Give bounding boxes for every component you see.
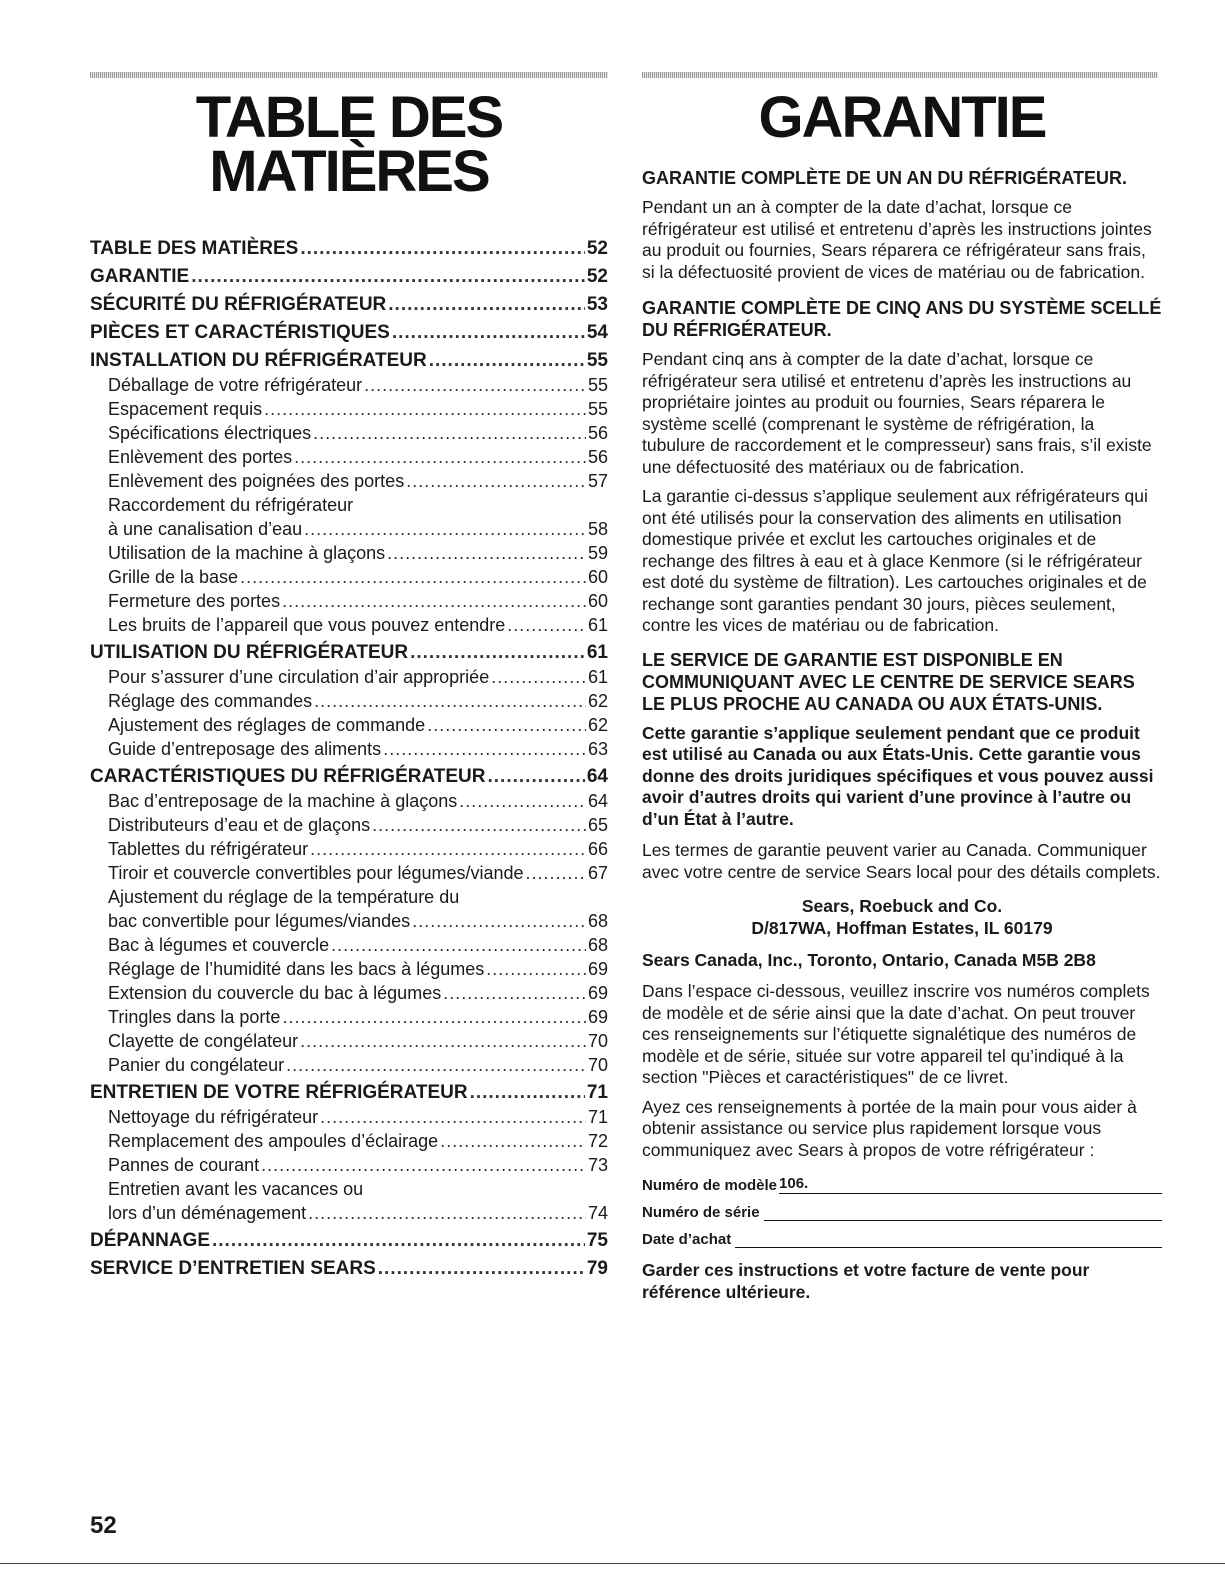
toc-entry-label: Fermeture des portes [108, 591, 281, 611]
toc-leader-dots [320, 1105, 586, 1129]
toc-leader-dots [427, 713, 586, 737]
toc-section-entry[interactable] [90, 265, 608, 289]
toc-entry-label: Nettoyage du réfrigérateur [108, 1107, 319, 1127]
toc-subsection-entry[interactable] [90, 469, 608, 493]
toc-leader-dots [300, 237, 585, 261]
toc-leader-dots [507, 613, 586, 637]
toc-subsection-entry[interactable] [90, 397, 608, 421]
toc-leader-dots [261, 1153, 586, 1177]
toc-subsection-entry[interactable] [90, 541, 608, 565]
toc-entry-label: Grille de la base [108, 567, 239, 587]
toc-section-entry[interactable] [90, 641, 608, 665]
toc-leader-dots [240, 565, 586, 589]
toc-entry-label: Réglage des commandes [108, 691, 313, 711]
toc-subsection-entry[interactable] [90, 957, 608, 981]
model-number-input[interactable]: 106. [779, 1175, 1162, 1194]
toc-entry-page: 73 [587, 1155, 608, 1175]
toc-entry-page: 69 [587, 959, 608, 979]
toc-subsection-entry[interactable] [90, 665, 608, 689]
table-of-contents-column [90, 75, 608, 1281]
warranty-heading-five-year: GARANTIE COMPLÈTE DE CINQ ANS DU SYSTÈME SCELLÉ DU RÉFRIGÉRATEUR. [642, 298, 1162, 340]
toc-leader-dots [300, 1029, 586, 1053]
toc-subsection-entry[interactable] [90, 565, 608, 589]
toc-entry-label: bac convertible pour légumes/viandes [108, 911, 411, 931]
address-line-2: D/817WA, Hoffman Estates, IL 60179 [751, 918, 1053, 938]
toc-leader-dots [372, 813, 586, 837]
toc-section-entry[interactable] [90, 293, 608, 317]
toc-subsection-entry[interactable] [90, 1129, 608, 1153]
toc-subsection-entry[interactable] [90, 813, 608, 837]
toc-subsection-entry[interactable] [90, 789, 608, 813]
toc-entry-label: Bac d’entreposage de la machine à glaçons [108, 791, 458, 811]
toc-entry-page: 52 [586, 238, 608, 259]
toc-leader-dots [282, 1005, 586, 1029]
purchase-date-field [642, 1229, 1162, 1248]
warranty-column [642, 75, 1162, 1313]
toc-subsection-entry[interactable] [90, 589, 608, 613]
toc-entry-page: 62 [587, 715, 608, 735]
toc-section-entry[interactable] [90, 1081, 608, 1105]
toc-entry-label: Tablettes du réfrigérateur [108, 839, 309, 859]
canada-address: Sears Canada, Inc., Toronto, Ontario, Canada M5B 2B8 [642, 950, 1096, 970]
toc-entry-page: 60 [587, 591, 608, 611]
toc-entry-page: 55 [587, 399, 608, 419]
toc-entry-page: 74 [587, 1203, 608, 1223]
toc-subsection-entry[interactable] [90, 421, 608, 445]
warranty-para-one-year: Pendant un an à compter de la date d’achat, lorsque ce réfrigérateur est utilisé et entretenu d’après les instructions jointes au produit ou fournies, Sears réparera ce réfrigérateur sans frais, si la défectuosité provient de vices de matériau ou de fabrication. [642, 197, 1152, 282]
serial-number-label: Numéro de série [642, 1204, 760, 1221]
toc-entry-label: Déballage de votre réfrigérateur [108, 375, 363, 395]
toc-entry-label: INSTALLATION DU RÉFRIGÉRATEUR [90, 350, 427, 371]
toc-entry-page: 52 [586, 266, 608, 287]
warranty-para-five-year: Pendant cinq ans à compter de la date d’achat, lorsque ce réfrigérateur sera utilisé et entretenu d’après les instructions au propriétaire jointes au produit ou fournies, Sears réparera le système scellé (comprenant le système de réfrigération, la tubulure de raccordement et le compresseur) sans frais, s’il existe une défectuosité des matériaux ou de fabrication. [642, 349, 1152, 477]
toc-entry-page: 75 [586, 1230, 608, 1251]
toc-leader-dots [387, 541, 586, 565]
toc-leader-dots [191, 265, 585, 289]
toc-entry-label: UTILISATION DU RÉFRIGÉRATEUR [90, 642, 409, 663]
warranty-para-exclusions: La garantie ci-dessus s’applique seulement aux réfrigérateurs qui ont été utilisés pour la conservation des aliments en utilisation domestique privée et exclut les cartouches originales et de rechange des filtres à eau et à glace Kenmore (si le réfrigérateur est doté du système de filtration). Les cartouches originales et de rechange sont garanties pendant 30 jours, pièces seulement, contre les vices de matériau ou de fabrication. [642, 486, 1148, 635]
model-number-label: Numéro de modèle [642, 1177, 778, 1194]
toc-entry-label: Ajustement des réglages de commande [108, 715, 426, 735]
address-line-1: Sears, Roebuck and Co. [801, 896, 1003, 916]
warranty-heading-one-year: GARANTIE COMPLÈTE DE UN AN DU RÉFRIGÉRATEUR. [642, 168, 1128, 188]
toc-subsection-entry[interactable] [90, 933, 608, 957]
toc-entry-page: 70 [587, 1031, 608, 1051]
toc-entry-page: 67 [587, 863, 608, 883]
toc-leader-dots [378, 1257, 585, 1281]
toc-leader-dots [331, 933, 586, 957]
toc-entry-label: Enlèvement des portes [108, 447, 293, 467]
toc-entry-page: 53 [586, 294, 608, 315]
toc-leader-dots [392, 321, 585, 345]
purchase-date-input[interactable] [735, 1229, 1162, 1248]
toc-entry-page: 69 [587, 1007, 608, 1027]
toc-entry-page: 58 [587, 519, 608, 539]
warranty-rights-paragraph: Cette garantie s’applique seulement pendant que ce produit est utilisé au Canada ou aux États-Unis. Cette garantie vous donne des droits juridiques spécifiques et vous pouvez aussi avoir d’autres droits qui varient d’une province à l’autre ou d’un État à l’autre. [642, 722, 1154, 829]
toc-subsection-entry[interactable] [90, 1153, 608, 1177]
closing-instruction: Garder ces instructions et votre facture de vente pour référence ultérieure. [642, 1260, 1090, 1302]
toc-entry-page: 68 [587, 935, 608, 955]
toc-leader-dots [313, 421, 586, 445]
toc-title-line2: MATIÈRES [209, 139, 489, 204]
toc-entry-page: 68 [587, 911, 608, 931]
toc-entry-label: à une canalisation d’eau [108, 519, 303, 539]
toc-subsection-entry[interactable] [90, 861, 608, 885]
toc-entry-page: 79 [586, 1258, 608, 1279]
toc-subsection-entry[interactable] [90, 517, 608, 541]
toc-entry-page: 62 [587, 691, 608, 711]
toc-entry-continued: Entretien avant les vacances ou [108, 1179, 364, 1199]
toc-entry-label: TABLE DES MATIÈRES [90, 238, 299, 259]
toc-leader-dots [383, 737, 586, 761]
toc-entry-label: Clayette de congélateur [108, 1031, 299, 1051]
toc-subsection-entry[interactable] [90, 445, 608, 469]
toc-section-entry[interactable] [90, 321, 608, 345]
serial-number-input[interactable] [764, 1202, 1162, 1221]
toc-leader-dots [282, 589, 586, 613]
toc-entry-label: Tiroir et couvercle convertibles pour légumes/viande [108, 863, 524, 883]
toc-entry-label: SÉCURITÉ DU RÉFRIGÉRATEUR [90, 294, 387, 315]
warranty-title: GARANTIE [758, 85, 1046, 150]
toc-subsection-entry[interactable] [90, 837, 608, 861]
toc-entry-label: Guide d’entreposage des aliments [108, 739, 382, 759]
toc-subsection-entry[interactable] [90, 1053, 608, 1077]
serial-number-field [642, 1202, 1162, 1221]
toc-subsection-entry[interactable] [90, 909, 608, 933]
toc-entry-label: Spécifications électriques [108, 423, 312, 443]
toc-entry-label: Bac à légumes et couvercle [108, 935, 330, 955]
toc-entry-page: 60 [587, 567, 608, 587]
toc-section-entry[interactable] [90, 1257, 608, 1281]
toc-leader-dots [406, 469, 586, 493]
toc-leader-dots [429, 349, 585, 373]
toc-leader-dots [314, 689, 586, 713]
toc-title-line1: TABLE DES [195, 85, 503, 150]
toc-entry-continued: Raccordement du réfrigérateur [108, 495, 354, 515]
toc-entry-label: Pour s’assurer d’une circulation d’air appropriée [108, 667, 490, 687]
toc-leader-dots [304, 517, 586, 541]
toc-leader-dots [459, 789, 586, 813]
toc-leader-dots [486, 957, 586, 981]
toc-subsection-entry[interactable] [90, 1005, 608, 1029]
toc-entry-page: 54 [586, 322, 608, 343]
toc-entry-label: Panier du congélateur [108, 1055, 285, 1075]
toc-leader-dots [488, 765, 585, 789]
toc-title [90, 85, 608, 204]
toc-leader-dots [410, 641, 585, 665]
toc-subsection-entry[interactable] [90, 1105, 608, 1129]
toc-entry-page: 61 [587, 615, 608, 635]
toc-leader-dots [440, 1129, 586, 1153]
toc-entry-label: SERVICE D’ENTRETIEN SEARS [90, 1258, 376, 1279]
toc-entry-page: 65 [587, 815, 608, 835]
toc-leader-dots [264, 397, 586, 421]
bottom-rule [0, 1563, 1225, 1564]
toc-entry-label: Réglage de l’humidité dans les bacs à légumes [108, 959, 485, 979]
toc-section-entry[interactable] [90, 1229, 608, 1253]
toc-entry-page: 64 [586, 766, 608, 787]
toc-entry-page: 70 [587, 1055, 608, 1075]
toc-leader-dots [526, 861, 586, 885]
toc-leader-dots [286, 1053, 586, 1077]
toc-entry-label: Espacement requis [108, 399, 263, 419]
toc-subsection-entry[interactable] [90, 689, 608, 713]
toc-entry-page: 55 [587, 375, 608, 395]
toc-entry-page: 63 [587, 739, 608, 759]
toc-leader-dots [212, 1229, 585, 1253]
toc-entry-page: 56 [587, 423, 608, 443]
toc-entry-label: DÉPANNAGE [90, 1230, 210, 1251]
toc-entry-label: Distributeurs d’eau et de glaçons [108, 815, 371, 835]
toc-entry-page: 55 [586, 350, 608, 371]
toc-entry-page: 69 [587, 983, 608, 1003]
toc-entry-page: 72 [587, 1131, 608, 1151]
toc-leader-dots [412, 909, 586, 933]
page-number: 52 [90, 1512, 117, 1539]
toc-entry-page: 56 [587, 447, 608, 467]
toc-section-entry[interactable] [90, 237, 608, 261]
toc-entry-page: 66 [587, 839, 608, 859]
toc-leader-dots [470, 1081, 585, 1105]
toc-entry-continued: Ajustement du réglage de la température du [108, 887, 460, 907]
toc-subsection-entry[interactable] [90, 613, 608, 637]
model-number-field [642, 1175, 1162, 1194]
toc-entry-label: ENTRETIEN DE VOTRE RÉFRIGÉRATEUR [90, 1082, 468, 1103]
toc-entry-page: 61 [587, 667, 608, 687]
toc-list [90, 237, 608, 1281]
toc-entry-label: Utilisation de la machine à glaçons [108, 543, 386, 563]
warranty-heading-service: LE SERVICE DE GARANTIE EST DISPONIBLE EN COMMUNIQUANT AVEC LE CENTRE DE SERVICE SEARS LE PLUS PROCHE AU CANADA OU AUX ÉTATS-UNIS. [642, 649, 1135, 714]
toc-leader-dots [364, 373, 586, 397]
toc-entry-page: 59 [587, 543, 608, 563]
toc-entry-label: PIÈCES ET CARACTÉRISTIQUES [90, 322, 390, 343]
warranty-para-keep-info: Ayez ces renseignements à portée de la main pour vous aider à obtenir assistance ou service plus rapidement lorsque vous communiquez avec Sears à propos de votre réfrigérateur : [642, 1096, 1137, 1160]
toc-entry-label: Remplacement des ampoules d’éclairage [108, 1131, 439, 1151]
toc-subsection-entry[interactable] [90, 981, 608, 1005]
toc-entry-label: lors d’un déménagement [108, 1203, 307, 1223]
toc-entry-label: Enlèvement des poignées des portes [108, 471, 405, 491]
toc-leader-dots [310, 837, 586, 861]
toc-subsection-entry[interactable] [90, 737, 608, 761]
toc-section-entry[interactable] [90, 349, 608, 373]
toc-entry-page: 71 [587, 1107, 608, 1127]
toc-entry-page: 71 [586, 1082, 608, 1103]
warranty-para-record: Dans l’espace ci-dessous, veuillez inscrire vos numéros complets de modèle et de série ainsi que la date d’achat. On peut trouver ces renseignements sur l’étiquette signalétique des numéros de modèle et de série, située sur votre appareil tel qu’indiqué à la section "Pièces et caractéristiques" de ce livret. [642, 981, 1150, 1087]
toc-entry-page: 64 [587, 791, 608, 811]
toc-entry-label: Tringles dans la porte [108, 1007, 281, 1027]
toc-subsection-entry[interactable] [90, 1029, 608, 1053]
toc-entry-page: 57 [587, 471, 608, 491]
toc-leader-dots [294, 445, 586, 469]
toc-entry-page: 61 [586, 642, 608, 663]
toc-entry-label: Pannes de courant [108, 1155, 260, 1175]
toc-subsection-entry[interactable] [90, 1201, 608, 1225]
toc-leader-dots [491, 665, 586, 689]
toc-entry-label: Extension du couvercle du bac à légumes [108, 983, 442, 1003]
toc-leader-dots [443, 981, 586, 1005]
toc-entry-label: GARANTIE [90, 266, 190, 287]
toc-entry-label: CARACTÉRISTIQUES DU RÉFRIGÉRATEUR [90, 766, 486, 787]
toc-section-entry[interactable] [90, 765, 608, 789]
toc-leader-dots [308, 1201, 586, 1225]
toc-subsection-entry[interactable] [90, 373, 608, 397]
toc-subsection-entry[interactable] [90, 713, 608, 737]
warranty-para-canada: Les termes de garantie peuvent varier au Canada. Communiquer avec votre centre de service Sears local pour des détails complets. [642, 840, 1161, 882]
toc-leader-dots [388, 293, 585, 317]
toc-entry-label: Les bruits de l’appareil que vous pouvez entendre [108, 615, 506, 635]
purchase-date-label: Date d’achat [642, 1231, 732, 1248]
